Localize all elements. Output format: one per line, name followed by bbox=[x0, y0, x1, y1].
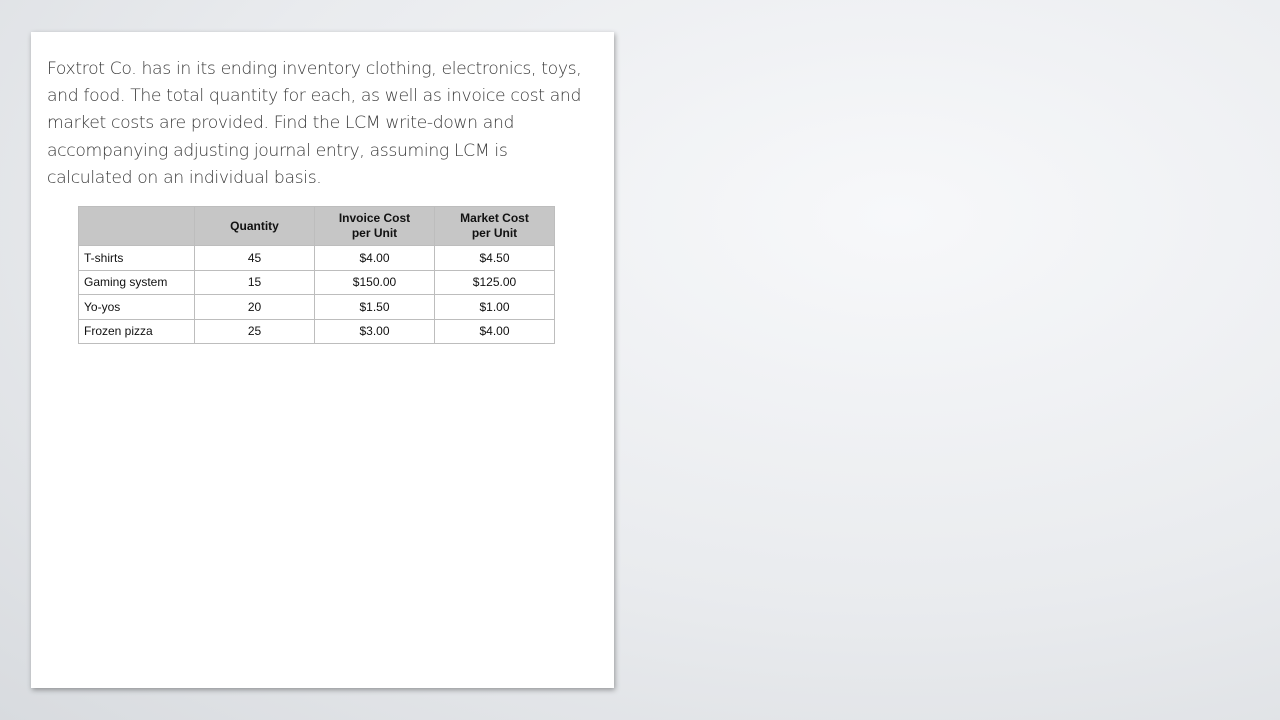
header-quantity: Quantity bbox=[195, 207, 315, 246]
cell-item: Frozen pizza bbox=[79, 319, 195, 344]
inventory-table bbox=[78, 206, 555, 344]
cell-item: T-shirts bbox=[79, 246, 195, 271]
problem-statement: Foxtrot Co. has in its ending inventory clothing, electronics, toys, and food. The total quantity for each, as well as invoice cost and market costs are provided. Find the LCM write-down and accompanying adjusting journal entry, assuming LCM is calculated on an individual basis. bbox=[47, 59, 582, 188]
header-market-line2: per Unit bbox=[471, 226, 518, 240]
cell-item: Yo-yos bbox=[79, 295, 195, 320]
header-invoice-line1: Invoice Cost bbox=[338, 211, 411, 225]
table-row bbox=[79, 319, 555, 344]
header-invoice-line2: per Unit bbox=[351, 226, 398, 240]
cell-market-cost: $4.50 bbox=[435, 246, 555, 271]
cell-market-cost: $1.00 bbox=[435, 295, 555, 320]
table-header-row bbox=[79, 207, 555, 246]
cell-quantity: 20 bbox=[195, 295, 315, 320]
cell-invoice-cost: $3.00 bbox=[315, 319, 435, 344]
header-market-line1: Market Cost bbox=[460, 211, 529, 225]
cell-invoice-cost: $150.00 bbox=[315, 270, 435, 295]
cell-quantity: 45 bbox=[195, 246, 315, 271]
cell-market-cost: $4.00 bbox=[435, 319, 555, 344]
header-market-cost bbox=[435, 207, 555, 246]
cell-quantity: 25 bbox=[195, 319, 315, 344]
table-row bbox=[79, 246, 555, 271]
header-invoice-cost bbox=[315, 207, 435, 246]
table-row bbox=[79, 295, 555, 320]
cell-quantity: 15 bbox=[195, 270, 315, 295]
cell-invoice-cost: $1.50 bbox=[315, 295, 435, 320]
header-item bbox=[79, 207, 195, 246]
slide-page bbox=[31, 32, 614, 688]
cell-market-cost: $125.00 bbox=[435, 270, 555, 295]
table-row bbox=[79, 270, 555, 295]
cell-item: Gaming system bbox=[79, 270, 195, 295]
cell-invoice-cost: $4.00 bbox=[315, 246, 435, 271]
